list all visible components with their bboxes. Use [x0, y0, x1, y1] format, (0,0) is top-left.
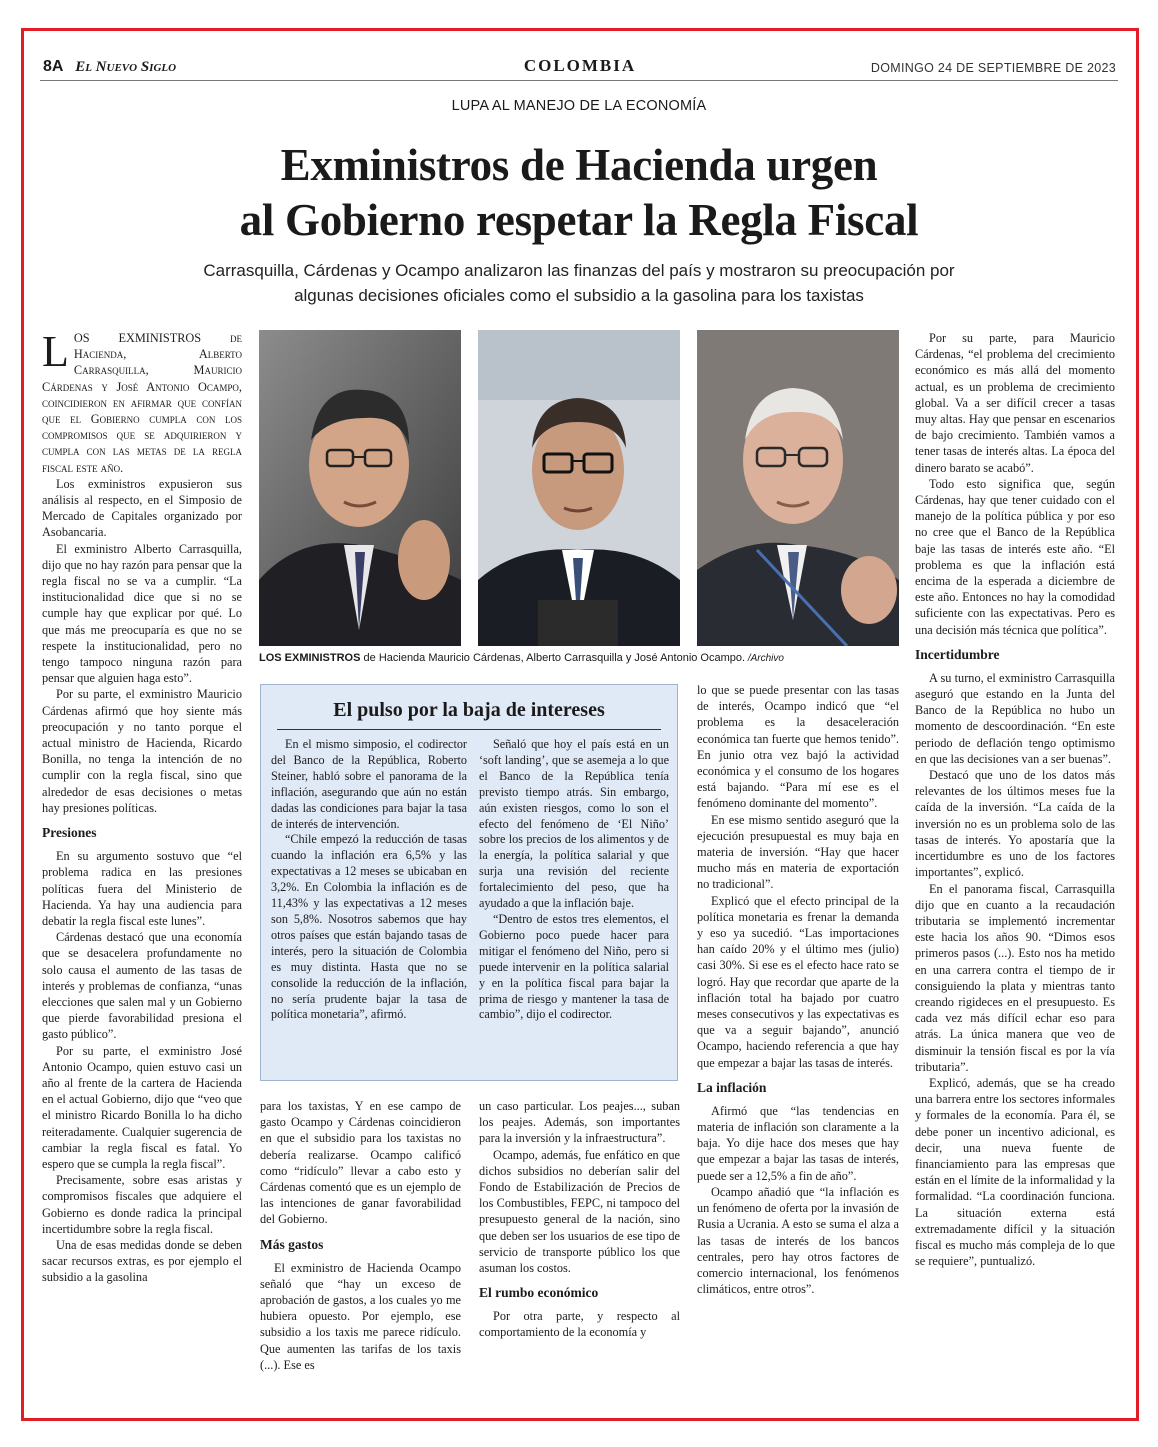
- caption-lead: LOS EXMINISTROS: [259, 652, 361, 664]
- subtitle-line-1: Carrasquilla, Cárdenas y Ocampo analizaron las finanzas del país y mostraron su preocupación por: [203, 261, 955, 280]
- article-subtitle: [110, 258, 1048, 308]
- paragraph: El exministro Alberto Carrasquilla, dijo que no hay razón para pensar que la regla fiscal no se va a cumplir. “La institucionalidad dice que si no se cumple hay que explicar por qué. Lo que más me preocuparía es que no se respete la institucionalidad, pero no tengo tampoco ninguna razón para pensar que alguien haga esto”.: [42, 541, 242, 686]
- article-kicker: LUPA AL MANEJO DE LA ECONOMÍA: [451, 98, 707, 114]
- headline-line-1: Exministros de Hacienda urgen: [280, 140, 878, 190]
- header-rule: [40, 80, 1118, 81]
- subhead-presiones: Presiones: [42, 825, 97, 841]
- article-column-4: [697, 682, 899, 1297]
- article-headline: [60, 138, 1098, 248]
- paragraph: Por otra parte, y respecto al comportamiento de la economía y: [479, 1309, 680, 1340]
- sidebar-box-title: El pulso por la baja de intereses: [333, 699, 605, 721]
- paragraph: Ocampo, además, fue enfático en que dichos subsidios no deberían salir del Fondo de Estabilización de Precios de los Combustibles, FEPC, ni tampoco del presupuesto general de la nación, sino que deben ser los usuarios de ese tipo de servicio de transporte público los que asuman los costos.: [479, 1147, 680, 1276]
- article-column-2: [260, 1098, 461, 1373]
- issue-date: DOMINGO 24 DE SEPTIEMBRE DE 2023: [870, 61, 1116, 75]
- paragraph: Precisamente, sobre esas aristas y compromisos fiscales que adquiere el Gobierno es donde radica la principal incertidumbre sobre la regla fiscal.: [42, 1173, 242, 1236]
- article-column-1: [42, 327, 242, 1286]
- page-number: 8A: [43, 58, 64, 75]
- lead-paragraph: OS EXMINISTROS de Hacienda, Alberto Carrasquilla, Mauricio Cárdenas y José Antonio Ocampo, coincidieron en afirmar que confían que el Gobierno cumpla con los compromisos que se adquirieron y cumpla con las metas de la regla fiscal este año.: [42, 331, 242, 475]
- paragraph: Explicó, además, que se ha creado una barrera entre los sectores informales y formales de la economía. Para él, se debe poner un incentivo adicional, es decir, una nueva fuente de financiamiento para las empresas que están en el límite de la informalidad y la formalidad. “La coordinación funciona. La situación externa está extremadamente difícil y la situación fiscal es mucho más compleja de lo que se requiere”, puntualizó.: [915, 1075, 1115, 1269]
- subhead-rumbo-economico: El rumbo económico: [479, 1285, 599, 1301]
- paragraph: En ese mismo sentido aseguró que la ejecución presupuestal es muy baja en materia de inversión. “Hay que hacer mucho más en materia de exportación no tradicional”.: [697, 812, 899, 892]
- photo-jose-antonio-ocampo: [697, 330, 899, 646]
- paragraph: Por su parte, el exministro Mauricio Cárdenas afirmó que hoy siente más preocupación y no tanto porque el actual ministro de Hacienda, Ricardo Bonilla, no tenga la intención de no cumplir con la regla fiscal, sino que alrededor de esas decisiones o metas hay presiones políticas.: [42, 687, 242, 815]
- caption-text: de Hacienda Mauricio Cárdenas, Alberto Carrasquilla y José Antonio Ocampo.: [360, 652, 746, 664]
- photo-mauricio-cardenas: [259, 330, 461, 646]
- subhead-mas-gastos: Más gastos: [260, 1236, 324, 1252]
- paragraph: En su argumento sostuvo que “el problema radica en las presiones políticas fuera del Ministerio de Hacienda. Ya hay una audiencia para debatir la regla fiscal este lunes”.: [42, 849, 242, 928]
- paragraph: “Chile empezó la reducción de tasas cuando la inflación era 6,5% y las expectativas a 12 meses se ubicaban en 3,2%. En Colombia la inflación es de 11,43% y las expectativas a 12 meses son 5,8%. Nosotros sabemos que hay otros países que están bajando tasas de interés, pero la situación de Colombia es muy distinta. Hasta que no se consolide la reducción de la inflación, no sería prudente bajar la tasa de política monetaria”, afirmó.: [271, 832, 467, 1022]
- sidebar-box-column-2: [479, 737, 669, 1023]
- paragraph: lo que se puede presentar con las tasas de interés, Ocampo indicó que “el problema es la desaceleración económica tan fuerte que hemos tenido”. En junio otra vez bajó la actividad económica y el consumo de los hogares está bajando. “Para mí ese es el fenómeno dominante del momento”.: [697, 683, 899, 811]
- photo-alberto-carrasquilla: [478, 330, 680, 646]
- article-column-3: [479, 1098, 680, 1341]
- article-column-5: [915, 330, 1115, 1269]
- paragraph: Afirmó que “las tendencias en materia de inflación son claramente a la baja. Yo dije hace dos meses que hay que empezar a bajar las tasas de interés, puede ser a 12,5% a fin de año”.: [697, 1103, 899, 1183]
- photo-caption: [259, 652, 899, 664]
- paragraph: Los exministros expusieron sus análisis al respecto, en el Simposio de Mercado de Capitales organizado por Asobancaria.: [42, 476, 242, 540]
- paragraph: Destacó que uno de los datos más relevantes de los últimos meses fue la caída de la inversión. “La caída de la inversión no es un problema solo de las tasas de interés. Yo apostaría que la incertidumbre es uno de los factores importantes”, explicó.: [915, 768, 1115, 880]
- subhead-incertidumbre: Incertidumbre: [915, 646, 1000, 662]
- paragraph: En el panorama fiscal, Carrasquilla dijo que en cuanto a la recaudación tributaria se implementó incrementar este hacia los años 90. “Dimos esos primeros pasos (...). Esto nos ha metido en una carrera contra el tiempo de ir consiguiendo la plata y mientras tanto creando rigideces en el presupuesto. Es cada vez más difícil echar eso para atrás. La única manera que veo de disminuir la tensión fiscal es por la vía tributaria”.: [915, 881, 1115, 1074]
- paragraph: Por su parte, para Mauricio Cárdenas, “el problema del crecimiento económico es más allá del momento actual, es un problema de crecimiento global. Va a ser difícil crecer a tasas muy altas. Hay que pensar en escenarios de bajo crecimiento. También vamos a tener tasas de interés altas. La época del dinero barato se acabó”.: [915, 331, 1115, 475]
- subtitle-line-2: algunas decisiones oficiales como el subsidio a la gasolina para los taxistas: [294, 286, 864, 305]
- paragraph: Explicó que el efecto principal de la política monetaria es frenar la demanda y eso ya sucedió. “Las importaciones han caído 20% y el último mes (julio) casi 30%. Si ese es el efecto hace rato se logró. Hay que recordar que aparte de la inflación total ha bajado por cuatro meses consecutivos y las expectativas es que va a seguir bajando”, anunció Ocampo, haciendo referencia a que hay que empezar a bajar las tasas de interés.: [697, 893, 899, 1070]
- paragraph: para los taxistas, Y en ese campo de gasto Ocampo y Cárdenas coincidieron en que el subsidio para los taxistas no debería realizarse. Ocampo calificó como “ridículo” llevar a cabo esto y Cárdenas comentó que es un ejemplo de las intenciones de ganar favorabilidad del Gobierno.: [260, 1099, 461, 1227]
- paragraph: Ocampo añadió que “la inflación es un fenómeno de oferta por la invasión de Rusia a Ucrania. A esto se suma el alza a las tasas de interés de los bancos centrales, pero hay otros factores de comercio internacional, los fenómenos climáticos, entre otros”.: [697, 1184, 899, 1297]
- subhead-la-inflacion: La inflación: [697, 1079, 767, 1095]
- sidebar-box: [260, 684, 678, 1081]
- paragraph: Todo esto significa que, según Cárdenas, hay que tener cuidado con el manejo de la política pública y por eso no cree que el Banco de la República baje las tasas de interés este año. “El problema es que la inflación está encima de la esperada a diciembre de este año. Entonces no hay la comodidad suficiente con las expectativas. Pero es una decisión más técnica que política”.: [915, 476, 1115, 637]
- sidebar-box-rule: [277, 729, 661, 730]
- page-header-left: [43, 58, 176, 76]
- paragraph: El exministro de Hacienda Ocampo señaló que “hay un exceso de aprobación de gastos, a los cuales yo me hubiera opuesto. Por ejemplo, ese subsidio a los taxis me parece ridículo. Que aumenten las tarifas de los taxis (...). Ese es: [260, 1260, 461, 1372]
- headline-line-2: al Gobierno respetar la Regla Fiscal: [239, 195, 919, 245]
- section-name: COLOMBIA: [523, 56, 637, 75]
- paragraph: Por su parte, el exministro José Antonio Ocampo, quien estuvo casi un año al frente de la cartera de Hacienda en el actual Gobierno, dijo que “veo que el ministro Ricardo Bonilla lo ha dicho reiteradamente. Cualquier sugerencia de cambiar la regla fiscal es fatal. Yo espero que se cumpla la regla fiscal”.: [42, 1043, 242, 1171]
- newspaper-name: El Nuevo Siglo: [75, 59, 177, 75]
- paragraph: Señaló que hoy el país está en un ‘soft landing’, que se asemeja a lo que el Banco de la República tenía previsto tiempo atrás. Sin embargo, aún existen riesgos, como lo son el efecto del fenómeno de ‘El Niño’ sobre los precios de los alimentos y de la energía, la política salarial y que surja una revisión del reciente fortalecimiento del peso, que ha ayudado a que la inflación baje.: [479, 737, 669, 911]
- paragraph: Cárdenas destacó que una economía que se desacelera profundamente no solo causa el aumento de las tasas de interés y problemas de confianza, “unas elecciones que salen mal y un Gobierno que pierde favorabilidad presiona el gasto público”.: [42, 930, 242, 1042]
- photo-credit: /Archivo: [745, 653, 784, 664]
- drop-cap: L: [42, 327, 69, 376]
- sidebar-box-column-1: [271, 737, 467, 1023]
- paragraph: Una de esas medidas donde se deben sacar recursos extras, es por ejemplo el subsidio a la gasolina: [42, 1237, 242, 1285]
- paragraph: A su turno, el exministro Carrasquilla aseguró que estando en la Junta del Banco de la República no hubo un momento de descoordinación. “En este periodo de deflación tengo optimismo en que las decisiones van a ser buenas”.: [915, 670, 1115, 766]
- paragraph: En el mismo simposio, el codirector del Banco de la República, Roberto Steiner, habló sobre el panorama de la inflación, asegurando que aún no están dadas las condiciones para bajar la tasa de interés de intervención.: [271, 737, 467, 831]
- paragraph: “Dentro de estos tres elementos, el Gobierno poco puede hacer para mitigar el fenómeno del Niño, pero si puede intervenir en la política salarial y en la política fiscal para bajar la prima de riesgo y mantener la tasa de cambio”, dijo el codirector.: [479, 911, 669, 1022]
- paragraph: un caso particular. Los peajes..., suban los peajes. Además, son importantes para la inversión y la infraestructura”.: [479, 1099, 680, 1146]
